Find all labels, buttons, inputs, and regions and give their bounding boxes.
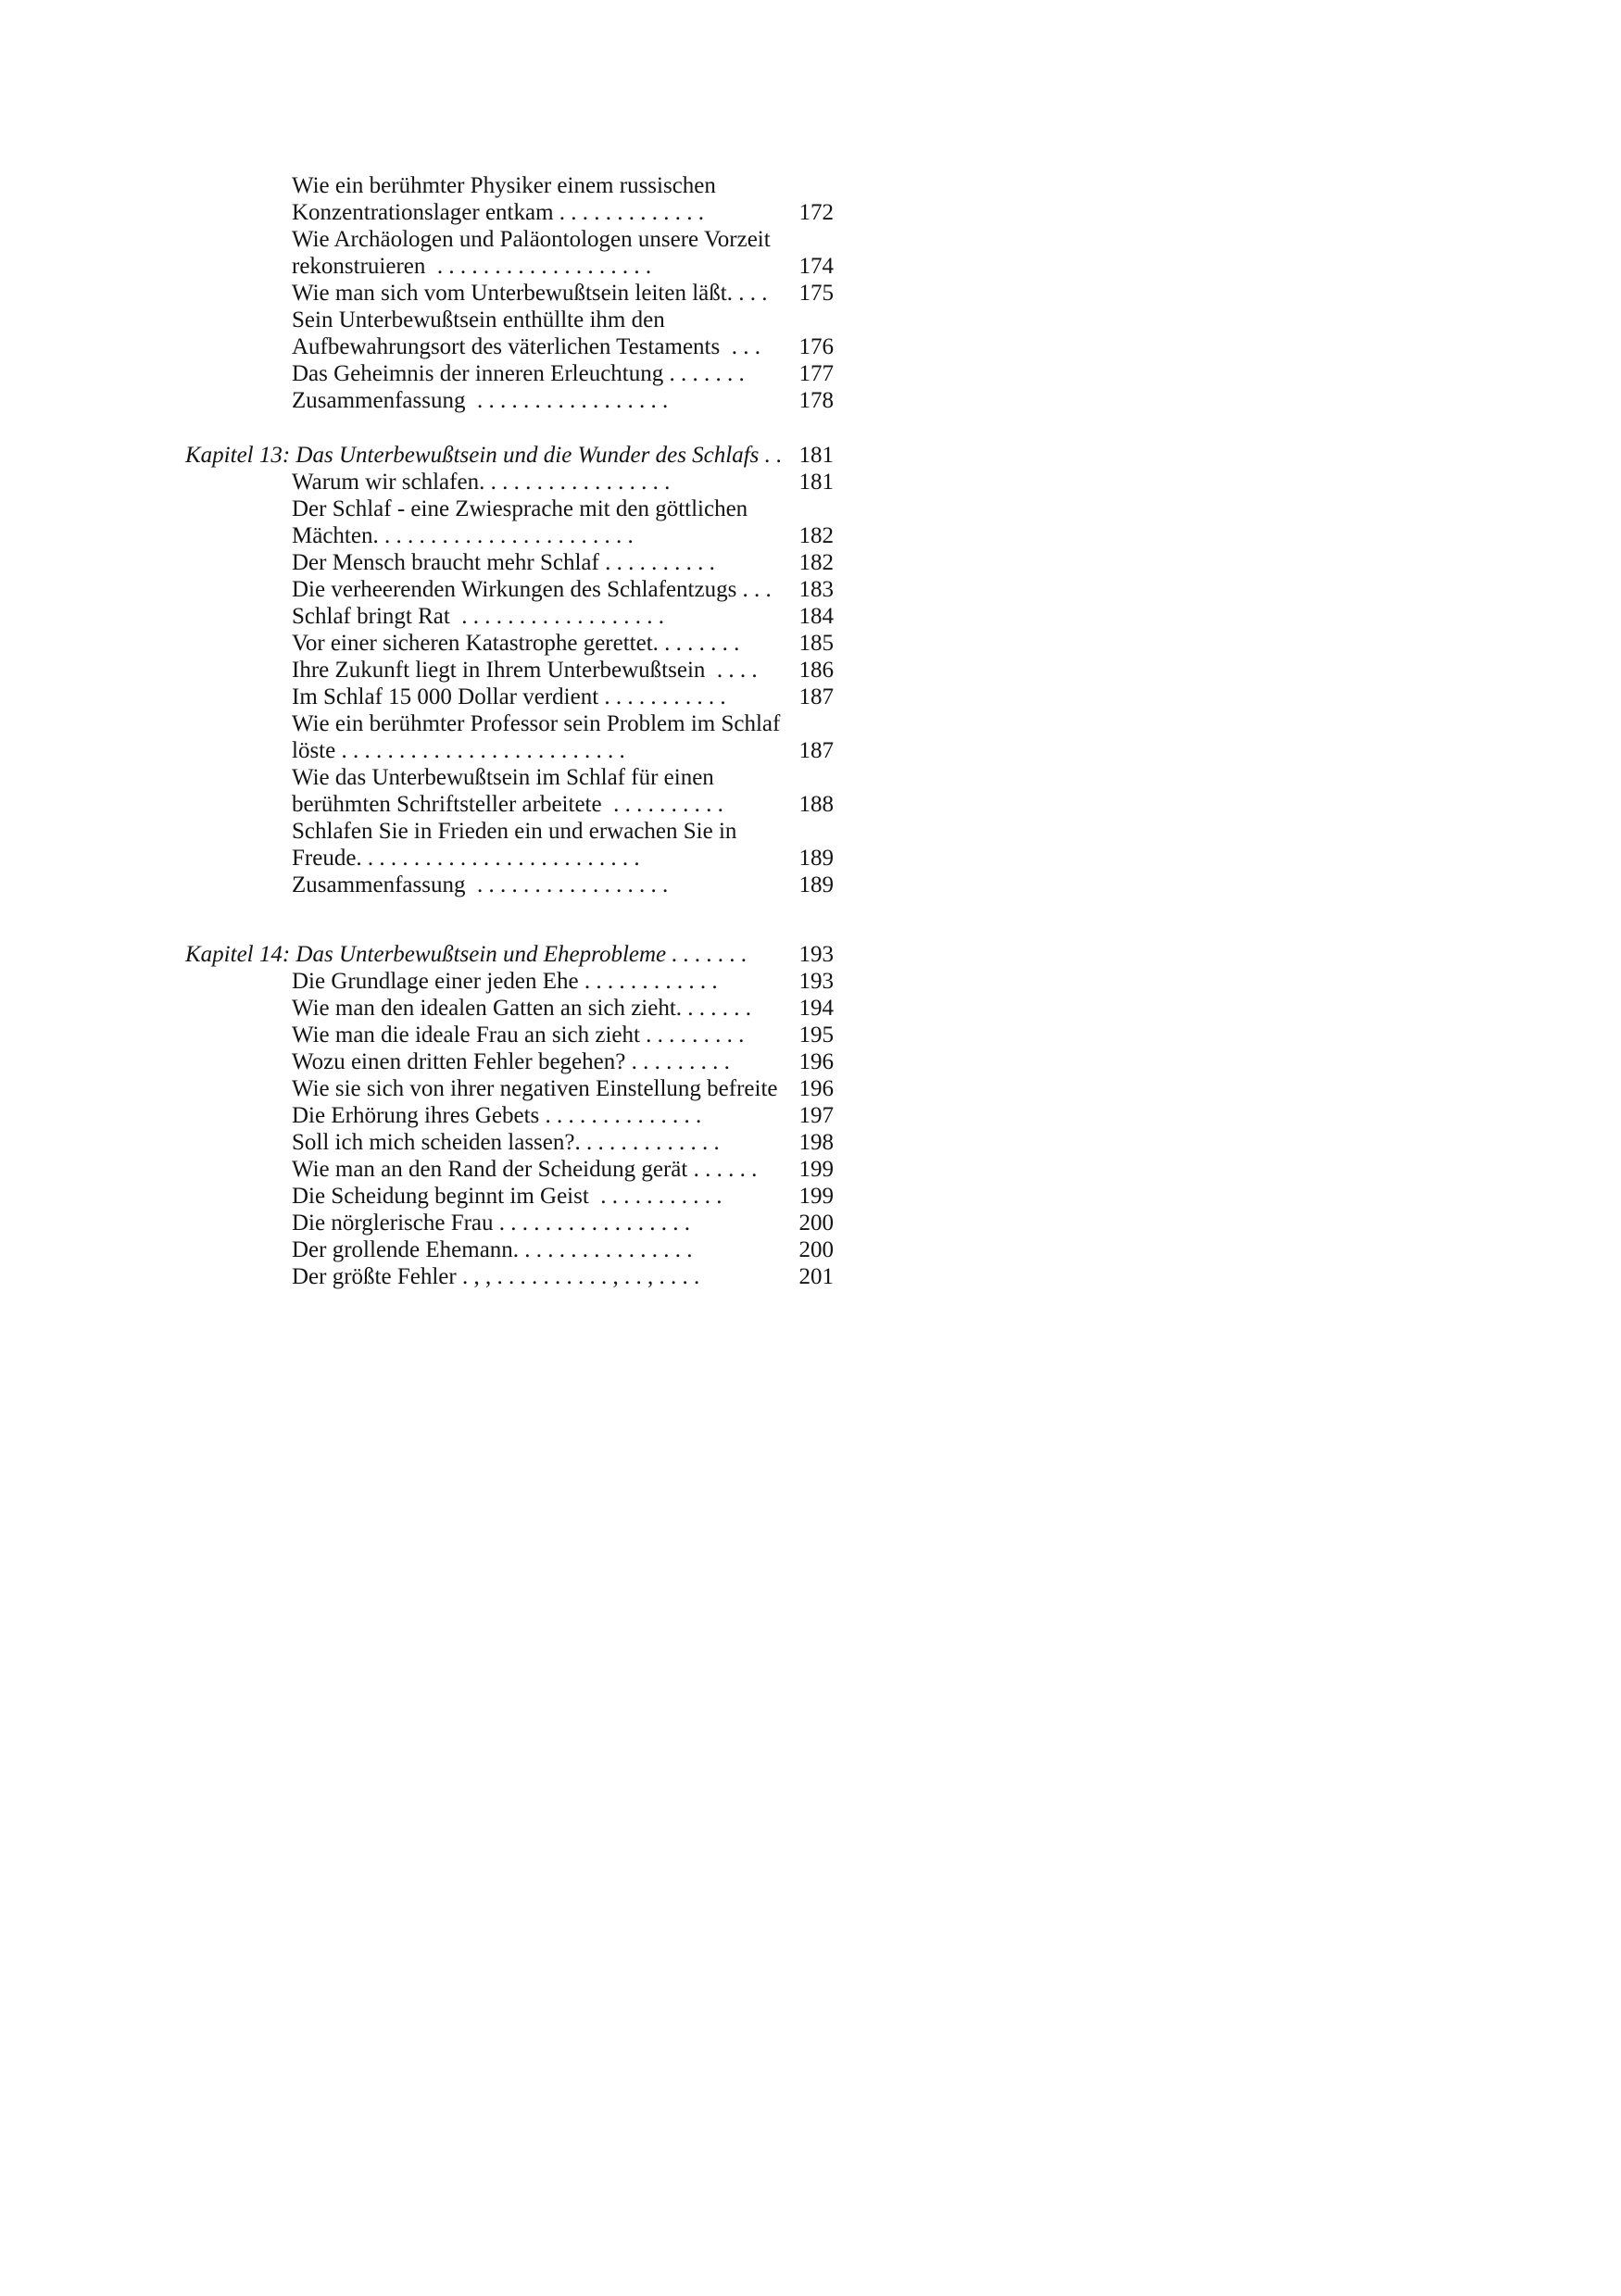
toc-entry — [185, 1183, 834, 1210]
toc-entry — [185, 280, 834, 307]
toc-content — [185, 172, 834, 1290]
entry-line: Vor einer sicheren Katastrophe gerettet. . . . . . . . — [292, 631, 740, 656]
entry-line: Wie Archäologen und Paläontologen unsere Vorzeit — [292, 227, 771, 252]
entry-line: Wie sie sich von ihrer negativen Einstellung befreite — [292, 1076, 778, 1101]
entry-line: Aufbewahrungsort des väterlichen Testaments . . . — [292, 334, 760, 359]
entry-title — [292, 549, 792, 576]
section-chapter-14 — [185, 941, 834, 1290]
entry-page-number: 198 — [798, 1130, 834, 1155]
entry-page-number: 183 — [798, 577, 834, 602]
entry-line: Wie man sich vom Unterbewußtsein leiten läßt. . . . — [292, 281, 768, 306]
toc-entry — [185, 764, 834, 818]
entry-line: Die Scheidung beginnt im Geist . . . . . . . . . . . — [292, 1184, 723, 1209]
section-chapter-12-continued — [185, 172, 834, 414]
entry-page-number: 187 — [798, 684, 834, 709]
toc-entry — [185, 1236, 834, 1263]
entry-title — [292, 1075, 792, 1102]
toc-entry — [185, 968, 834, 995]
entry-page-number: 200 — [798, 1211, 834, 1236]
entry-line: Der Mensch braucht mehr Schlaf . . . . . . . . . . — [292, 550, 715, 575]
entry-page-number: 184 — [798, 604, 834, 629]
entry-page-number: 196 — [798, 1076, 834, 1101]
entry-line: Der Schlaf - eine Zwiesprache mit den göttlichen — [292, 496, 748, 521]
entry-title — [292, 387, 792, 414]
toc-entry — [185, 1263, 834, 1290]
toc-entry — [185, 1048, 834, 1075]
entry-page-number: 176 — [798, 334, 834, 359]
toc-entry — [185, 1075, 834, 1102]
entry-title — [292, 603, 792, 630]
entry-page-number: 193 — [798, 969, 834, 994]
entry-line: Zusammenfassung . . . . . . . . . . . . . . . . . — [292, 388, 669, 413]
entry-title — [292, 710, 792, 764]
entry-page-number: 175 — [798, 281, 834, 306]
entry-page-number: 201 — [798, 1264, 834, 1289]
entry-title — [292, 1102, 792, 1129]
entry-page-number: 196 — [798, 1049, 834, 1074]
toc-entry — [185, 307, 834, 360]
entry-title — [292, 1183, 792, 1210]
entry-line: Der größte Fehler . , , . . . . . . . . . . , . . , . . . . — [292, 1264, 700, 1289]
toc-entry — [185, 469, 834, 496]
entry-title — [292, 630, 792, 657]
chapter-page-number: 193 — [798, 942, 834, 967]
entry-page-number: 186 — [798, 658, 834, 683]
entry-page-number: 172 — [798, 200, 834, 225]
entry-title — [292, 995, 792, 1022]
entry-title — [292, 1210, 792, 1236]
entry-page-number: 200 — [798, 1237, 834, 1262]
entry-page-number: 182 — [798, 550, 834, 575]
chapter-title: Kapitel 13: Das Unterbewußtsein und die Wunder des Schlafs . . — [185, 443, 783, 468]
entry-title — [292, 1236, 792, 1263]
entry-line: Die Grundlage einer jeden Ehe . . . . . . . . . . . . — [292, 969, 718, 994]
entry-line: Warum wir schlafen. . . . . . . . . . . . . . . . . — [292, 470, 671, 495]
entry-title — [292, 1263, 792, 1290]
entry-line: Sein Unterbewußtsein enthüllte ihm den — [292, 307, 665, 332]
entry-line: Wie man den idealen Gatten an sich zieht. . . . . . . — [292, 996, 752, 1021]
toc-entry — [185, 657, 834, 684]
entry-line: Schlafen Sie in Frieden ein und erwachen Sie in — [292, 819, 737, 844]
entry-title — [292, 496, 792, 549]
toc-entry — [185, 818, 834, 872]
toc-entry — [185, 684, 834, 710]
toc-entry — [185, 226, 834, 280]
entry-title — [292, 818, 792, 872]
entry-page-number: 188 — [798, 792, 834, 817]
entry-line: Wie ein berühmter Professor sein Problem im Schlaf — [292, 711, 781, 736]
toc-entry — [185, 576, 834, 603]
entry-page-number: 189 — [798, 846, 834, 871]
toc-entry — [185, 1102, 834, 1129]
entry-page-number: 181 — [798, 470, 834, 495]
entry-line: Wie ein berühmter Physiker einem russischen — [292, 173, 716, 198]
entry-line: Im Schlaf 15 000 Dollar verdient . . . . . . . . . . . — [292, 684, 726, 709]
entry-page-number: 195 — [798, 1023, 834, 1048]
toc-entry — [185, 1156, 834, 1183]
toc-entry — [185, 1129, 834, 1156]
entry-title — [292, 1156, 792, 1183]
toc-entry — [185, 630, 834, 657]
entry-page-number: 182 — [798, 523, 834, 548]
entry-title — [292, 764, 792, 818]
chapter-title: Kapitel 14: Das Unterbewußtsein und Eheprobleme . . . . . . . — [185, 942, 748, 967]
entry-title — [292, 360, 792, 387]
entry-page-number: 185 — [798, 631, 834, 656]
entry-line: Die verheerenden Wirkungen des Schlafentzugs . . . — [292, 577, 772, 602]
toc-entry — [185, 496, 834, 549]
entry-line: Der grollende Ehemann. . . . . . . . . . . . . . . . — [292, 1237, 693, 1262]
entry-page-number: 189 — [798, 872, 834, 897]
entry-page-number: 177 — [798, 361, 834, 386]
entry-line: Wie man an den Rand der Scheidung gerät . . . . . . — [292, 1157, 758, 1182]
entry-line: Wie man die ideale Frau an sich zieht . . . . . . . . . — [292, 1023, 745, 1048]
entry-title — [292, 576, 792, 603]
entry-title — [292, 172, 792, 226]
toc-entry — [185, 172, 834, 226]
toc-entry — [185, 1022, 834, 1048]
entry-line: Wozu einen dritten Fehler begehen? . . . . . . . . . — [292, 1049, 730, 1074]
entry-line: Konzentrationslager entkam . . . . . . . . . . . . . — [292, 200, 705, 225]
toc-entry — [185, 710, 834, 764]
entry-line: Ihre Zukunft liegt in Ihrem Unterbewußtsein . . . . — [292, 658, 758, 683]
entry-title — [292, 1048, 792, 1075]
entry-title — [292, 872, 792, 898]
entry-page-number: 178 — [798, 388, 834, 413]
toc-entry — [185, 387, 834, 414]
entry-line: Das Geheimnis der inneren Erleuchtung . . . . . . . — [292, 361, 745, 386]
chapter-page-number: 181 — [798, 443, 834, 468]
entry-title — [292, 657, 792, 684]
chapter-heading-row — [185, 941, 834, 968]
entry-line: Wie das Unterbewußtsein im Schlaf für einen — [292, 765, 714, 790]
entry-title — [292, 226, 792, 280]
entry-line: Zusammenfassung . . . . . . . . . . . . . . . . . — [292, 872, 669, 897]
entry-line: rekonstruieren . . . . . . . . . . . . . . . . . . . — [292, 254, 652, 279]
entry-page-number: 174 — [798, 254, 834, 279]
entry-title — [292, 1129, 792, 1156]
toc-entry — [185, 360, 834, 387]
entry-page-number: 187 — [798, 738, 834, 763]
toc-entry — [185, 603, 834, 630]
entry-page-number: 199 — [798, 1157, 834, 1182]
entry-line: Soll ich mich scheiden lassen?. . . . . . . . . . . . . — [292, 1130, 720, 1155]
entry-title — [292, 280, 792, 307]
section-chapter-13 — [185, 442, 834, 898]
entry-line: Die nörglerische Frau . . . . . . . . . . . . . . . . . — [292, 1211, 691, 1236]
entry-line: Die Erhörung ihres Gebets . . . . . . . . . . . . . . — [292, 1103, 702, 1128]
entry-title — [292, 469, 792, 496]
toc-entry — [185, 1210, 834, 1236]
entry-line: Schlaf bringt Rat . . . . . . . . . . . . . . . . . . — [292, 604, 665, 629]
toc-entry — [185, 549, 834, 576]
entry-page-number: 194 — [798, 996, 834, 1021]
toc-entry — [185, 872, 834, 898]
toc-entry — [185, 995, 834, 1022]
entry-page-number: 199 — [798, 1184, 834, 1209]
entry-title — [292, 1022, 792, 1048]
entry-page-number: 197 — [798, 1103, 834, 1128]
entry-title — [292, 307, 792, 360]
entry-line: berühmten Schriftsteller arbeitete . . . . . . . . . . — [292, 792, 723, 817]
entry-title — [292, 968, 792, 995]
entry-line: Mächten. . . . . . . . . . . . . . . . . . . . . . . — [292, 523, 634, 548]
chapter-heading-row — [185, 442, 834, 469]
entry-line: löste . . . . . . . . . . . . . . . . . . . . . . . . . — [292, 738, 625, 763]
entry-line: Freude. . . . . . . . . . . . . . . . . . . . . . . . . — [292, 846, 640, 871]
entry-title — [292, 684, 792, 710]
